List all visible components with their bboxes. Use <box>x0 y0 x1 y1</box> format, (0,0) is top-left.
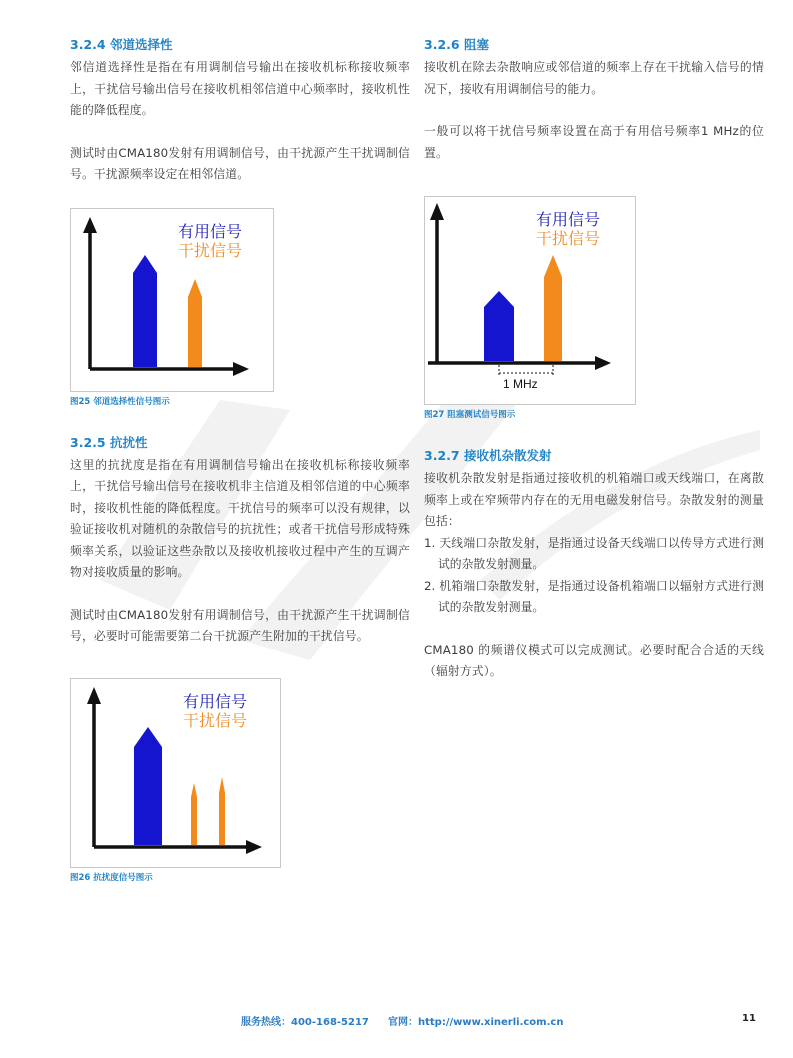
interference-signal-peak <box>544 255 562 361</box>
figure-blocking-svg <box>425 197 635 404</box>
section-heading-blocking: 3.2.6 阻塞 <box>424 37 489 52</box>
spacing-label: 1 MHz <box>503 377 538 391</box>
figure-immunity <box>70 678 281 868</box>
paragraph-immunity-test: 测试时由CMA180发射有用调制信号，由干扰源产生干扰调制信号，必要时可能需要第二台干扰源产生附加的干扰信号。 <box>70 607 410 643</box>
useful-signal-peak <box>134 727 162 845</box>
interference-signal-peak <box>188 279 202 367</box>
figure-adjacent-channel <box>70 208 274 392</box>
interference-signal-peak-2 <box>219 777 225 845</box>
section-heading-spurious-emission: 3.2.7 接收机杂散发射 <box>424 448 552 463</box>
legend-useful-signal: 有用信号 <box>536 212 601 229</box>
right-column <box>424 36 764 683</box>
y-axis-arrow <box>83 217 97 233</box>
paragraph-spurious-emission-definition: 接收机杂散发射是指通过接收机的机箱端口或天线端口，在离散频率上或在窄频带内存在的无用电磁发射信号。杂散发射的测量包括： <box>424 471 764 528</box>
x-axis-arrow <box>233 362 249 376</box>
figure-caption-27: 图27 阻塞测试信号图示 <box>424 410 516 420</box>
interference-signal-peak-1 <box>191 783 197 845</box>
paragraph-adjacent-channel-test: 测试时由CMA180发射有用调制信号，由干扰源产生干扰调制信号。干扰源频率设定在相邻信道。 <box>70 145 410 181</box>
page-footer <box>0 1013 793 1029</box>
list-item: 2. 机箱端口杂散发射，是指通过设备机箱端口以辐射方式进行测试的杂散发射测量。 <box>424 578 764 614</box>
spurious-emission-list <box>424 533 764 619</box>
paragraph-blocking-definition: 接收机在除去杂散响应或邻信道的频率上存在干扰输入信号的情况下，接收有用调制信号的能力。 <box>424 60 764 96</box>
x-axis-arrow <box>246 840 262 854</box>
left-column <box>70 36 410 884</box>
useful-signal-peak <box>133 255 157 367</box>
section-heading-adjacent-channel: 3.2.4 邻道选择性 <box>70 37 173 52</box>
paragraph-adjacent-channel-definition: 邻信道选择性是指在有用调制信号输出在接收机标称接收频率上，干扰信号输出信号在接收机相邻信道中心频率时，接收机性能的降低程度。 <box>70 60 410 117</box>
figure-caption-26: 图26 抗扰度信号图示 <box>70 872 153 883</box>
legend-interference-signal: 干扰信号 <box>178 242 243 260</box>
paragraph-immunity-definition: 这里的抗扰度是指在有用调制信号输出在接收机标称接收频率上，干扰信号输出信号在接收机非主信道及相邻信道的中心频率时，接收机性能的降低程度。干扰信号的频率可以没有规律，以验证接收机对随机的杂散信号的抗扰性；或者干扰信号形成特殊频率关系，以验证这些杂散以及接收机接收过程中产生的互调产物对接收质量的影响。 <box>70 457 410 579</box>
figure-immunity-svg <box>71 679 280 867</box>
footer-website-link[interactable]: 官网：http://www.xinerli.com.cn <box>388 1017 564 1028</box>
legend-interference-signal: 干扰信号 <box>536 231 601 248</box>
page-number: 11 <box>742 1013 756 1024</box>
paragraph-blocking-setup: 一般可以将干扰信号频率设置在高于有用信号频率1 MHz的位置。 <box>424 124 764 160</box>
legend-interference-signal: 干扰信号 <box>183 712 248 730</box>
footer-hotline: 服务热线：400-168-5217 <box>241 1017 369 1028</box>
paragraph-spurious-emission-test: CMA180 的频谱仪模式可以完成测试。必要时配合合适的天线（辐射方式）。 <box>424 642 764 678</box>
y-axis-arrow <box>430 203 444 220</box>
y-axis-arrow <box>87 687 101 704</box>
figure-adjacent-channel-svg <box>71 209 273 391</box>
section-heading-immunity: 3.2.5 抗扰性 <box>70 434 148 450</box>
figure-blocking <box>424 196 636 405</box>
legend-useful-signal: 有用信号 <box>183 693 248 711</box>
list-item: 1. 天线端口杂散发射，是指通过设备天线端口以传导方式进行测试的杂散发射测量。 <box>424 535 764 571</box>
x-axis-arrow <box>595 356 611 370</box>
figure-caption-25: 图25 邻道选择性信号图示 <box>70 396 170 407</box>
legend-useful-signal: 有用信号 <box>178 223 243 241</box>
useful-signal-peak <box>484 291 514 361</box>
